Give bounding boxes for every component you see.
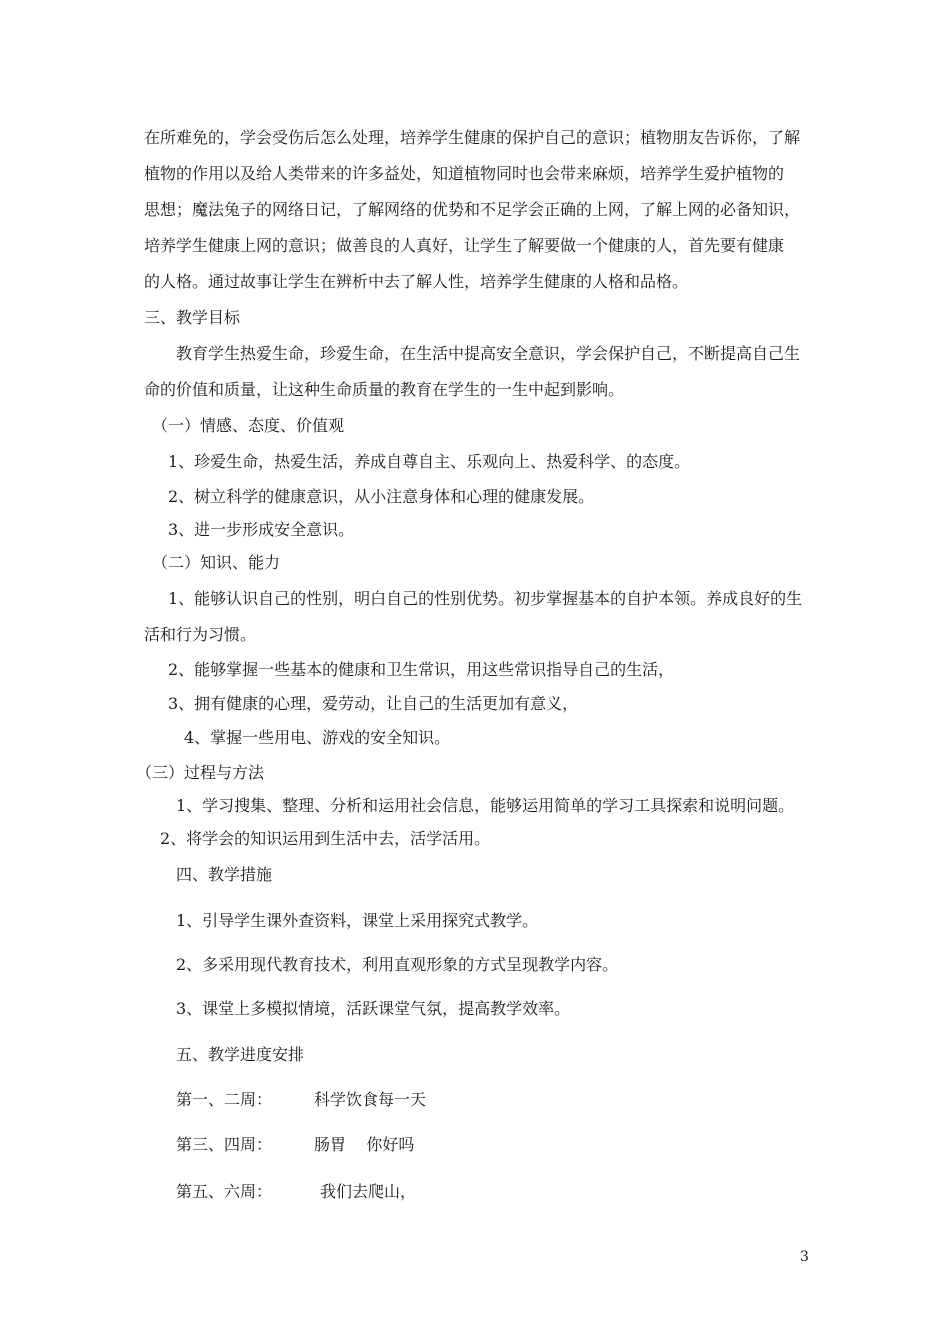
schedule-week: 第五、六周：	[176, 1182, 273, 1201]
measures-item: 3、课堂上多模拟情境，活跃课堂气氛，提高教学效率。	[176, 999, 571, 1018]
schedule-week: 第一、二周：	[176, 1090, 273, 1109]
knowledge-item-continued: 活和行为习惯。	[144, 625, 257, 644]
attitude-item: 3、进一步形成安全意识。	[168, 520, 355, 539]
schedule-topic: 肠胃 你好吗	[314, 1135, 415, 1154]
attitude-item: 1、珍爱生命，热爱生活，养成自尊自主、乐观向上、热爱科学、的态度。	[168, 452, 691, 471]
knowledge-item: 1、能够认识自己的性别，明白自己的性别优势。初步掌握基本的自护本领。养成良好的生	[168, 589, 803, 608]
intro-line: 在所难免的，学会受伤后怎么处理，培养学生健康的保护自己的意识；植物朋友告诉你，了解	[144, 128, 801, 147]
subheading-knowledge: （二）知识、能力	[152, 553, 281, 572]
section-heading-measures: 四、教学措施	[176, 865, 273, 884]
measures-item: 1、引导学生课外查资料，课堂上采用探究式教学。	[176, 911, 539, 930]
knowledge-item: 4、掌握一些用电、游戏的安全知识。	[184, 728, 451, 747]
process-item: 1、学习搜集、整理、分析和运用社会信息，能够运用简单的学习工具探索和说明问题。	[176, 796, 795, 815]
schedule-topic: 科学饮食每一天	[314, 1090, 427, 1109]
process-item: 2、将学会的知识运用到生活中去，活学活用。	[160, 829, 491, 848]
intro-line: 培养学生健康上网的意识；做善良的人真好，让学生了解要做一个健康的人，首先要有健康	[144, 236, 785, 255]
subheading-process: （三）过程与方法	[136, 763, 265, 782]
intro-line: 的人格。通过故事让学生在辨析中去了解人性，培养学生健康的人格和品格。	[144, 272, 689, 291]
section-heading-goals: 三、教学目标	[144, 308, 241, 327]
knowledge-item: 2、能够掌握一些基本的健康和卫生常识，用这些常识指导自己的生活，	[168, 660, 675, 679]
measures-item: 2、多采用现代教育技术，利用直观形象的方式呈现教学内容。	[176, 955, 619, 974]
knowledge-item: 3、拥有健康的心理，爱劳动，让自己的生活更加有意义，	[168, 694, 579, 713]
goals-paragraph-line: 教育学生热爱生命，珍爱生命，在生活中提高安全意识，学会保护自己，不断提高自己生	[176, 344, 801, 363]
intro-line: 植物的作用以及给人类带来的许多益处，知道植物同时也会带来麻烦，培养学生爱护植物的	[144, 164, 785, 183]
subheading-attitude: （一）情感、态度、价值观	[152, 416, 345, 435]
goals-paragraph-line: 命的价值和质量，让这种生命质量的教育在学生的一生中起到影响。	[144, 380, 625, 399]
section-heading-schedule: 五、教学进度安排	[176, 1045, 305, 1064]
schedule-week: 第三、四周：	[176, 1135, 273, 1154]
intro-line: 思想；魔法兔子的网络日记，了解网络的优势和不足学会正确的上网，了解上网的必备知识，	[144, 200, 801, 219]
schedule-topic: 我们去爬山，	[320, 1182, 417, 1201]
page-number: 3	[800, 1249, 809, 1265]
attitude-item: 2、树立科学的健康意识，从小注意身体和心理的健康发展。	[168, 487, 595, 506]
